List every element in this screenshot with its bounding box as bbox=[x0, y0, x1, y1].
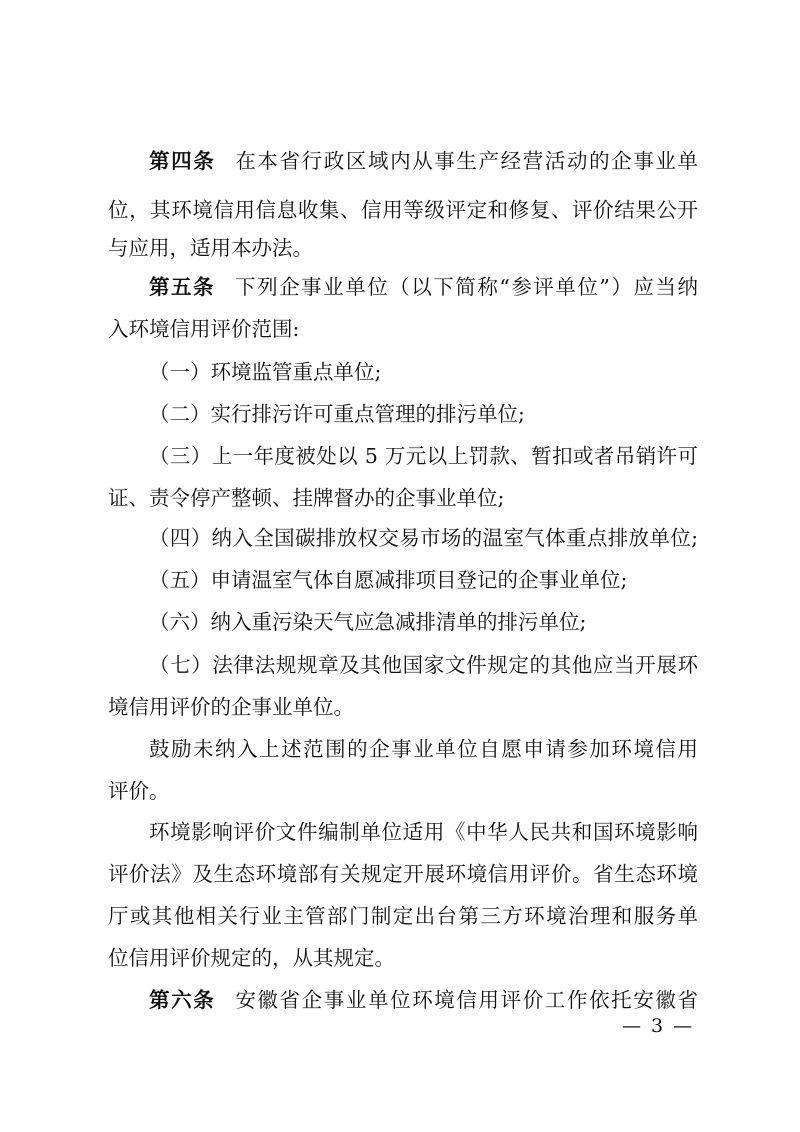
article4-line-2: 位，其环境信用信息收集、信用等级评定和修复、评价结果公开 bbox=[108, 198, 698, 222]
encourage-line-1: 鼓励未纳入上述范围的企事业单位自愿申请参加环境信用 bbox=[149, 737, 698, 761]
article5-item-7-cont: 境信用评价的企事业单位。 bbox=[108, 695, 354, 719]
article5-item-1: （一）环境监管重点单位; bbox=[149, 360, 382, 384]
eia-line-4: 位信用评价规定的，从其规定。 bbox=[108, 946, 395, 970]
article5-item-7: （七）法律法规规章及其他国家文件规定的其他应当开展环 bbox=[149, 653, 698, 677]
article6-heading: 第六条 bbox=[149, 988, 216, 1012]
article6-first-line bbox=[149, 990, 698, 1011]
eia-line-3: 厅或其他相关行业主管部门制定出台第三方环境治理和服务单 bbox=[108, 904, 698, 928]
article5-item-3: （三）上一年度被处以 5 万元以上罚款、暂扣或者吊销许可 bbox=[149, 444, 698, 468]
article5-line-2: 入环境信用评价范围: bbox=[108, 317, 300, 341]
article5-text: 下列企事业单位（以下简称“参评单位”）应当纳 bbox=[235, 275, 699, 299]
article4-line-3: 与应用，适用本办法。 bbox=[108, 236, 313, 260]
page-number: — 3 — bbox=[622, 1015, 695, 1037]
article5-first-line bbox=[149, 277, 698, 298]
eia-line-1: 环境影响评价文件编制单位适用《中华人民共和国环境影响 bbox=[149, 820, 698, 844]
article5-item-5: （五）申请温室气体自愿减排项目登记的企事业单位; bbox=[149, 568, 628, 592]
article4-first-line bbox=[149, 151, 698, 172]
article4-text: 在本省行政区域内从事生产经营活动的企事业单 bbox=[235, 149, 699, 173]
article5-item-2: （二）实行排污许可重点管理的排污单位; bbox=[149, 402, 525, 426]
article4-heading: 第四条 bbox=[149, 149, 216, 173]
article5-item-3-cont: 证、责令停产整顿、挂牌督办的企事业单位; bbox=[108, 486, 505, 510]
article5-item-6: （六）纳入重污染天气应急减排清单的排污单位; bbox=[149, 610, 587, 634]
article5-heading: 第五条 bbox=[149, 275, 216, 299]
article6-text: 安徽省企事业单位环境信用评价工作依托安徽省 bbox=[235, 988, 699, 1012]
encourage-line-2: 评价。 bbox=[108, 779, 170, 803]
article5-item-4: （四）纳入全国碳排放权交易市场的温室气体重点排放单位; bbox=[149, 526, 698, 550]
eia-line-2: 评价法》及生态环境部有关规定开展环境信用评价。省生态环境 bbox=[108, 862, 698, 886]
